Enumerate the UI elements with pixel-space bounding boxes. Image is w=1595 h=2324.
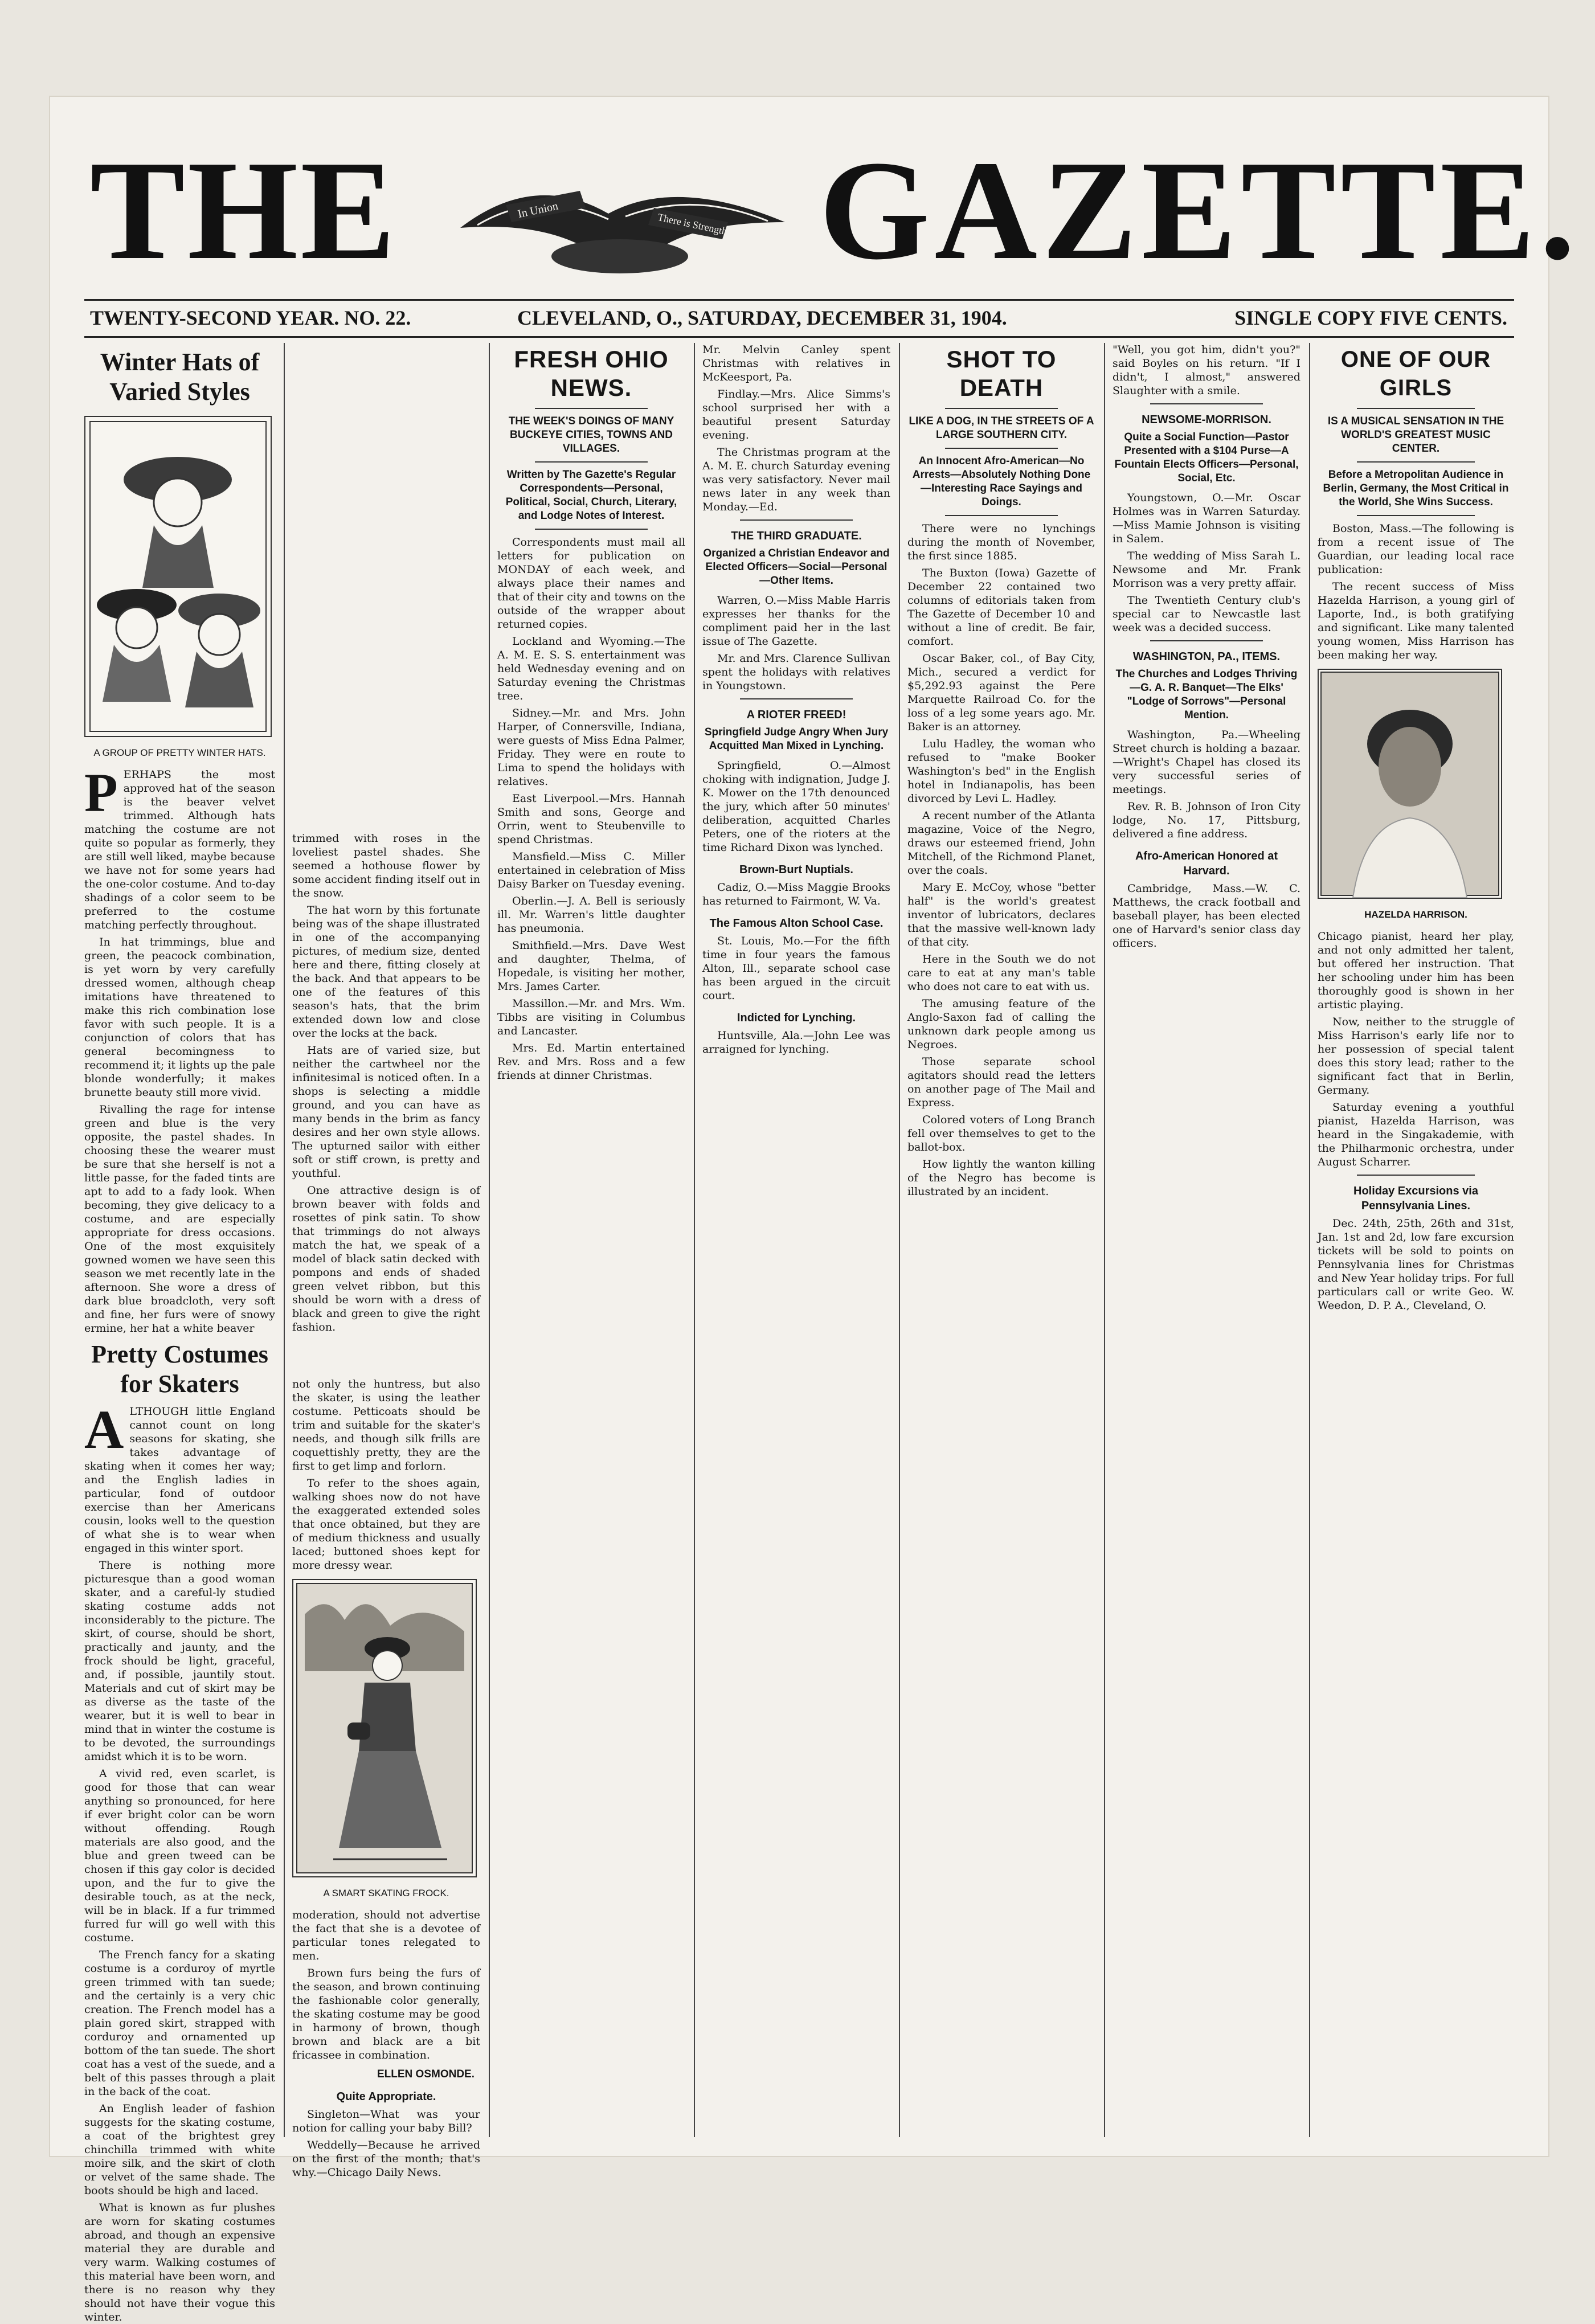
article-paragraph: The French fancy for a skating costume is a corduroy of myrtle green trimmed with tan suede; and the certainly is a very chic creation. The French model has a plain gored skirt, strapped with corduroy and ornamented up bottom of the tan suede. The short coat has a vest of the suede, and a belt of this passes through a plait in the back of the coat. bbox=[84, 1949, 275, 2098]
article-subheading: Quite Appropriate. bbox=[336, 2090, 436, 2103]
article-deck: Springfield Judge Angry When Jury Acquitted Man Mixed in Lynching. bbox=[704, 726, 889, 752]
article-subheading: NEWSOME-MORRISON. bbox=[1142, 414, 1271, 426]
article-paragraph: A vivid red, even scarlet, is good for those that can wear anything so pronounced, for here if ever bright color can be worn without offending. Rough materials are also good, and the blue and green tweed can be chosen if this gay color is decided upon, and the fur to give the desirable touch, as at the neck, will be in black. If a fur trimmed furred fur will go well with this costume. bbox=[84, 1767, 275, 1944]
article-paragraph: One attractive design is of brown beaver with folds and rosettes of pink satin. To show that trimmings do not always match the hat, we speak of a model of black satin decked with pompons and ends of shaded green velvet ribbon, but this should be worn with a dress of black and green to give the right fashion. bbox=[292, 1184, 480, 1333]
article-byline: ELLEN OSMONDE. bbox=[377, 2068, 475, 2080]
article-paragraph: Those separate school agitators should read the letters on another page of The Mail and Express. bbox=[907, 1055, 1095, 1109]
article-paragraph: Sidney.—Mr. and Mrs. John Harper, of Connersville, Indiana, were guests of Miss Edna Palmer, Friday. They were en route to Lima to spend the holidays with relatives. bbox=[497, 707, 685, 788]
masthead-title-right: GAZETTE. bbox=[819, 132, 1580, 289]
article-heading: SHOT TO DEATH bbox=[946, 346, 1057, 401]
article-paragraph: What is known as fur plushes are worn for skating costumes abroad, and though an expensive material they are durable and very warm. Walking costumes of this material have been worn, and there is no reason why they should not have their vogue this winter. bbox=[84, 2202, 275, 2323]
winter-hats-illustration bbox=[84, 416, 272, 737]
masthead-title-left: THE bbox=[90, 132, 398, 289]
article-paragraph: In hat trimmings, blue and green, the peacock combination, is yet worn by very carefully dressed women, although cheap imitations have threatened to make this rich combination lose favor with such people. It is a conjunction of colors that has general becomingness to recommend it; it lights up the pale blonde wonderfully; it makes brunette beauty still more vivid. bbox=[84, 936, 275, 1099]
banner-right-text: There is Strength. bbox=[656, 211, 731, 238]
divider bbox=[535, 408, 648, 409]
article-paragraph: Colored voters of Long Branch fell over themselves to get to the ballot-box. bbox=[907, 1114, 1095, 1153]
article-subheading: Afro-American Honored at Harvard. bbox=[1135, 850, 1278, 877]
article-paragraph: How lightly the wanton killing of the Negro has become is illustrated by an incident. bbox=[907, 1158, 1095, 1198]
column-3 bbox=[497, 343, 685, 2137]
article-heading: Pretty Costumes for Skaters bbox=[91, 1340, 268, 1398]
article-paragraph: Weddelly—Because he arrived on the first of the month; that's why.—Chicago Daily News. bbox=[292, 2139, 480, 2179]
article-paragraph: A recent number of the Atlanta magazine, Voice of the Negro, draws our esteemed friend, John Mitchell, of the Richmond Planet, over the coals. bbox=[907, 809, 1095, 877]
article-subheading: A RIOTER FREED! bbox=[746, 709, 846, 721]
article-paragraph: Warren, O.—Miss Mable Harris expresses her thanks for the compliment paid her in the last issue of The Gazette. bbox=[702, 594, 890, 648]
column-rule bbox=[1309, 343, 1310, 2137]
article-paragraph: "Well, you got him, didn't you?" said Boyles on his return. "If I didn't, I almost," answered Slaughter with a smile. bbox=[1113, 343, 1300, 397]
article-paragraph: Mary E. McCoy, whose "better half" is the world's greatest inventor of lubricators, declares that the massive well-known lady of that city. bbox=[907, 881, 1095, 948]
column-7 bbox=[1318, 343, 1514, 2137]
article-paragraph: East Liverpool.—Mrs. Hannah Smith and sons, George and Orrin, went to Steubenville to spend Christmas. bbox=[497, 792, 685, 846]
article-deck: Written by The Gazette's Regular Correspondents—Personal, Political, Social, Church, Literary, and Lodge Notes of Interest. bbox=[505, 469, 677, 522]
article-deck: THE WEEK'S DOINGS OF MANY BUCKEYE CITIES, TOWNS AND VILLAGES. bbox=[508, 415, 674, 455]
article-paragraph: Washington, Pa.—Wheeling Street church is holding a bazaar.—Wright's Chapel has closed its very successful series of meetings. bbox=[1113, 729, 1300, 796]
article-paragraph: Chicago pianist, heard her play, and not only admitted her talent, but offered her instruction. That her schooling under him has been thoroughly good is shown in her artistic playing. bbox=[1318, 930, 1514, 1011]
article-deck: IS A MUSICAL SENSATION IN THE WORLD'S GREATEST MUSIC CENTER. bbox=[1327, 415, 1504, 455]
article-paragraph: Findlay.—Mrs. Alice Simms's school surprised her with a beautiful present Saturday evening. bbox=[702, 388, 890, 441]
divider bbox=[740, 519, 853, 521]
article-paragraph: PERHAPS the most approved hat of the season is the beaver velvet trimmed. Although hats matching the costume are not quite so popular as formerly, they are still well liked, maybe because we have not for some years had the one-color costume. And to-day shadings of a color seem to be preferred to the costume matching perfectly throughout. bbox=[84, 762, 275, 931]
article-paragraph: The recent success of Miss Hazelda Harrison, a young girl of Laporte, Ind., is both gratifying and significant. Like many talented young women, Miss Harrison has been making her way. bbox=[1318, 580, 1514, 661]
banner-left-text: In Union bbox=[517, 199, 559, 221]
divider bbox=[1150, 640, 1263, 641]
article-paragraph: Cadiz, O.—Miss Maggie Brooks has returned to Fairmont, W. Va. bbox=[702, 881, 890, 907]
illustration-caption: A GROUP OF PRETTY WINTER HATS. bbox=[93, 747, 266, 758]
article-paragraph: The Buxton (Iowa) Gazette of December 22 contained two columns of editorials taken from The Gazette of December 10 and without a line of credit. Be fair, comfort. bbox=[907, 567, 1095, 648]
article-paragraph: Huntsville, Ala.—John Lee was arraigned for lynching. bbox=[702, 1029, 890, 1055]
article-paragraph: The hat worn by this fortunate being was of the shape illustrated in one of the accompanying pictures, of medium size, dented here and there, fitting closely at the back. And that appears to be one of the features of this season's hats, that the brim extended down low and close over the locks at the back. bbox=[292, 904, 480, 1040]
article-paragraph: Mansfield.—Miss C. Miller entertained in celebration of Miss Daisy Barker on Tuesday evening. bbox=[497, 850, 685, 890]
article-paragraph: An English leader of fashion suggests for the skating costume, a coat of the brightest grey chinchilla trimmed with white moire silk, and the skirt of cloth or velvet of the same shade. The boots should be high and laced. bbox=[84, 2102, 275, 2197]
article-paragraph: Massillon.—Mr. and Mrs. Wm. Tibbs are visiting in Columbus and Lancaster. bbox=[497, 997, 685, 1037]
column-rule bbox=[694, 343, 695, 2137]
portrait-caption: HAZELDA HARRISON. bbox=[1364, 909, 1467, 920]
column-rule bbox=[489, 343, 490, 2137]
price: SINGLE COPY FIVE CENTS. bbox=[1234, 306, 1507, 329]
article-paragraph: Rivalling the rage for intense green and blue is the very opposite, the pastel shades. In choosing these the wearer must be sure that she herself is not a little passe, for the faded tints are apt to add to a fady look. When becoming, they give delicacy to a costume, and are especially appropriate for dress occasions. One of the most exquisitely gowned women we have seen this season we met recently late in the afternoon. She wore a dress of dark blue broadcloth, very soft and fine, her furs were of snowy ermine, her hat a white beaver bbox=[84, 1103, 275, 1335]
divider bbox=[945, 408, 1058, 409]
article-paragraph: Oscar Baker, col., of Bay City, Mich., secured a verdict for $5,292.93 against the Pere Marquette Railroad Co. for the loss of a leg some years ago. Mr. Baker is an attorney. bbox=[907, 652, 1095, 733]
article-subheading: Holiday Excursions via Pennsylvania Lines. bbox=[1353, 1185, 1478, 1212]
divider bbox=[740, 698, 853, 699]
drop-cap: P bbox=[84, 762, 118, 823]
column-rule bbox=[899, 343, 900, 2137]
divider bbox=[1150, 403, 1263, 404]
article-subheading: Indicted for Lynching. bbox=[737, 1012, 856, 1024]
article-subheading: THE THIRD GRADUATE. bbox=[731, 530, 862, 542]
article-paragraph: Lulu Hadley, the woman who refused to "make Booker Washington's bed" in the English hotel in Indianapolis, has been divorced by Levi L. Hadley. bbox=[907, 738, 1095, 805]
publication-date: CLEVELAND, O., SATURDAY, DECEMBER 31, 1904. bbox=[517, 306, 1007, 329]
newspaper-page bbox=[50, 97, 1580, 2323]
article-paragraph: Mr. Melvin Canley spent Christmas with relatives in McKeesport, Pa. bbox=[702, 343, 890, 383]
article-paragraph: The Twentieth Century club's special car to Newcastle last week was a decided success. bbox=[1113, 594, 1300, 634]
article-paragraph: There is nothing more picturesque than a good woman skater, and a careful-ly studied skating costume adds not inconsiderably to the picture. The skirt, of course, should be short, practically and jaunty, and the frock should be light, graceful, and, if possible, jauntily stout. Materials and cut of skirt may be as diverse as the taste of the wearer, but it is well to bear in mind that in winter the costume is to be devoted, the surroundings amidst which it is to be worn. bbox=[84, 1559, 275, 1763]
portrait-photo bbox=[1318, 669, 1502, 899]
article-subheading: WASHINGTON, PA., ITEMS. bbox=[1132, 650, 1281, 663]
article-paragraph: not only the huntress, but also the skater, is using the leather costume. Petticoats should be trim and suitable for the skater's needs, and though silk frills are coquettishly pretty, they are the first to get limp and forlorn. bbox=[292, 1378, 480, 1472]
article-paragraph: There were no lynchings during the month of November, the first since 1885. bbox=[907, 522, 1095, 562]
article-paragraph: Dec. 24th, 25th, 26th and 31st, Jan. 1st and 2d, low fare excursion tickets will be sold to points on Pennsylvania lines for Christmas and New Year holiday trips. For full particulars call or write Geo. W. Weedon, D. P. A., Cleveland, O. bbox=[1318, 1217, 1514, 1312]
divider bbox=[1357, 515, 1475, 516]
article-paragraph: Springfield, O.—Almost choking with indignation, Judge J. K. Mower on the 17th denounced the jury, which after 50 minutes' deliberation, acquitted Charles Peters, one of the rioters at the time Richard Dixon was lynched. bbox=[702, 759, 890, 854]
article-paragraph: Singleton—What was your notion for calling your baby Bill? bbox=[292, 2108, 480, 2134]
article-heading: Winter Hats of Varied Styles bbox=[100, 348, 260, 406]
article-paragraph: Youngstown, O.—Mr. Oscar Holmes was in Warren Saturday.—Miss Mamie Johnson is visiting in Salem. bbox=[1113, 492, 1300, 545]
divider bbox=[945, 515, 1058, 516]
article-deck: An Innocent Afro-American—No Arrests—Absolutely Nothing Done—Interesting Race Sayings and Doings. bbox=[912, 455, 1091, 508]
article-paragraph: trimmed with roses in the loveliest pastel shades. She seemed a hothouse flower by some accident finding itself out in the snow. bbox=[292, 832, 480, 899]
column-5 bbox=[907, 343, 1095, 2137]
article-paragraph: Oberlin.—J. A. Bell is seriously ill. Mr. Warren's little daughter has pneumonia. bbox=[497, 895, 685, 935]
skating-frock-illustration bbox=[292, 1579, 477, 1877]
article-paragraph: Hats are of varied size, but neither the cartwheel nor the infinitesimal is noticed often. In a shops is selecting a middle ground, and you can have as many bends in the brim as fancy desires and her own style allows. The upturned sailor with either soft or stiff crown, is pretty and youthful. bbox=[292, 1044, 480, 1180]
masthead bbox=[84, 132, 1580, 290]
drop-cap: A bbox=[84, 1399, 124, 1460]
divider bbox=[1357, 408, 1475, 409]
article-paragraph: moderation, should not advertise the fact that she is a devotee of particular tones relegated to men. bbox=[292, 1909, 480, 1962]
eagle-emblem-icon bbox=[437, 159, 802, 285]
divider bbox=[535, 461, 648, 463]
divider bbox=[945, 448, 1058, 449]
article-paragraph: The amusing feature of the Anglo-Saxon fad of calling the unknown dark people among us Negroes. bbox=[907, 997, 1095, 1051]
illustration-caption: A SMART SKATING FROCK. bbox=[323, 1888, 449, 1899]
column-2 bbox=[292, 832, 480, 2179]
article-deck: LIKE A DOG, IN THE STREETS OF A LARGE SOUTHERN CITY. bbox=[909, 415, 1094, 441]
column-1 bbox=[84, 343, 275, 2323]
article-deck: Organized a Christian Endeavor and Elected Officers—Social—Personal —Other Items. bbox=[703, 547, 890, 587]
volume-number: TWENTY-SECOND YEAR. NO. 22. bbox=[90, 306, 411, 329]
article-paragraph: To refer to the shoes again, walking shoes now do not have the exaggerated extended soles that once obtained, but they are of medium thickness and usually laced; buttoned shoes kept for more dressy wear. bbox=[292, 1477, 480, 1572]
divider bbox=[1357, 1175, 1475, 1176]
column-rule bbox=[1104, 343, 1105, 2137]
article-deck: Quite a Social Function—Pastor Presented with a $104 Purse—A Fountain Elects Officers—Personal, Social, Etc. bbox=[1114, 431, 1299, 484]
article-paragraph: Smithfield.—Mrs. Dave West and daughter, Thelma, of Hopedale, is visiting her mother, Mrs. James Carter. bbox=[497, 939, 685, 993]
article-paragraph: Mrs. Ed. Martin entertained Rev. and Mrs. Ross and a few friends at dinner Christmas. bbox=[497, 1042, 685, 1082]
article-paragraph: St. Louis, Mo.—For the fifth time in four years the famous Alton, Ill., separate school case has been argued in the circuit court. bbox=[702, 935, 890, 1002]
article-paragraph: Lockland and Wyoming.—The A. M. E. S. S. entertainment was held Wednesday evening and on Saturday evening the Christmas tree. bbox=[497, 635, 685, 702]
article-paragraph: Saturday evening a youthful pianist, Hazelda Harrison, was heard in the Singakademie, with the Philharmonic orchestra, under August Scharrer. bbox=[1318, 1101, 1514, 1168]
article-paragraph: ALTHOUGH little England cannot count on long seasons for skating, she takes advantage of skating when it comes her way; and the English ladies in particular, fond of outdoor exercise than her Americans cousin, looks well to the question of what she is to wear when engaged in this winter sport. bbox=[84, 1399, 275, 1554]
article-paragraph: The Christmas program at the A. M. E. church Saturday evening was very satisfactory. Never mail news later in any week than Monday.—Ed. bbox=[702, 446, 890, 513]
article-deck: Before a Metropolitan Audience in Berlin, Germany, the Most Critical in the World, She Wins Success. bbox=[1323, 469, 1509, 508]
article-paragraph: Mr. and Mrs. Clarence Sullivan spent the holidays with relatives in Youngstown. bbox=[702, 652, 890, 692]
article-deck: The Churches and Lodges Thriving—G. A. R. Banquet—The Elks' "Lodge of Sorrows"—Personal Mention. bbox=[1115, 668, 1298, 721]
column-rule bbox=[284, 343, 285, 2137]
article-subheading: The Famous Alton School Case. bbox=[709, 917, 884, 930]
article-paragraph: Boston, Mass.—The following is from a recent issue of The Guardian, our leading local race publication: bbox=[1318, 522, 1514, 576]
article-heading: ONE OF OUR GIRLS bbox=[1340, 347, 1491, 400]
divider bbox=[535, 529, 648, 530]
column-4 bbox=[702, 343, 890, 2137]
article-paragraph: Cambridge, Mass.—W. C. Matthews, the crack football and baseball player, has been elected one of Harvard's senior class day officers. bbox=[1113, 882, 1300, 950]
column-6 bbox=[1113, 343, 1300, 2137]
article-paragraph: Brown furs being the furs of the season, and brown continuing the fashionable color generally, the skating costume may be good in harmony of brown, though brown and black are a bit fricassee in combination. bbox=[292, 1967, 480, 2061]
article-heading: FRESH OHIO NEWS. bbox=[514, 346, 669, 401]
article-paragraph: Rev. R. B. Johnson of Iron City lodge, No. 17, Pittsburg, delivered a fine address. bbox=[1113, 800, 1300, 840]
article-paragraph: The wedding of Miss Sarah L. Newsome and Mr. Frank Morrison was a very pretty affair. bbox=[1113, 550, 1300, 590]
article-paragraph: Here in the South we do not care to eat at any man's table who does not care to eat with us. bbox=[907, 953, 1095, 993]
article-paragraph: Now, neither to the struggle of Miss Harrison's early life nor to her possession of special talent does this story lead; rather to the significant fact that in Berlin, Germany. bbox=[1318, 1016, 1514, 1096]
dateline-bar bbox=[84, 299, 1514, 338]
article-subheading: Brown-Burt Nuptials. bbox=[739, 864, 853, 876]
article-paragraph: Correspondents must mail all letters for publication on MONDAY of each week, and always place their names and that of their city and towns on the outside of the wrapper about returned copies. bbox=[497, 536, 685, 631]
divider bbox=[1357, 461, 1475, 463]
